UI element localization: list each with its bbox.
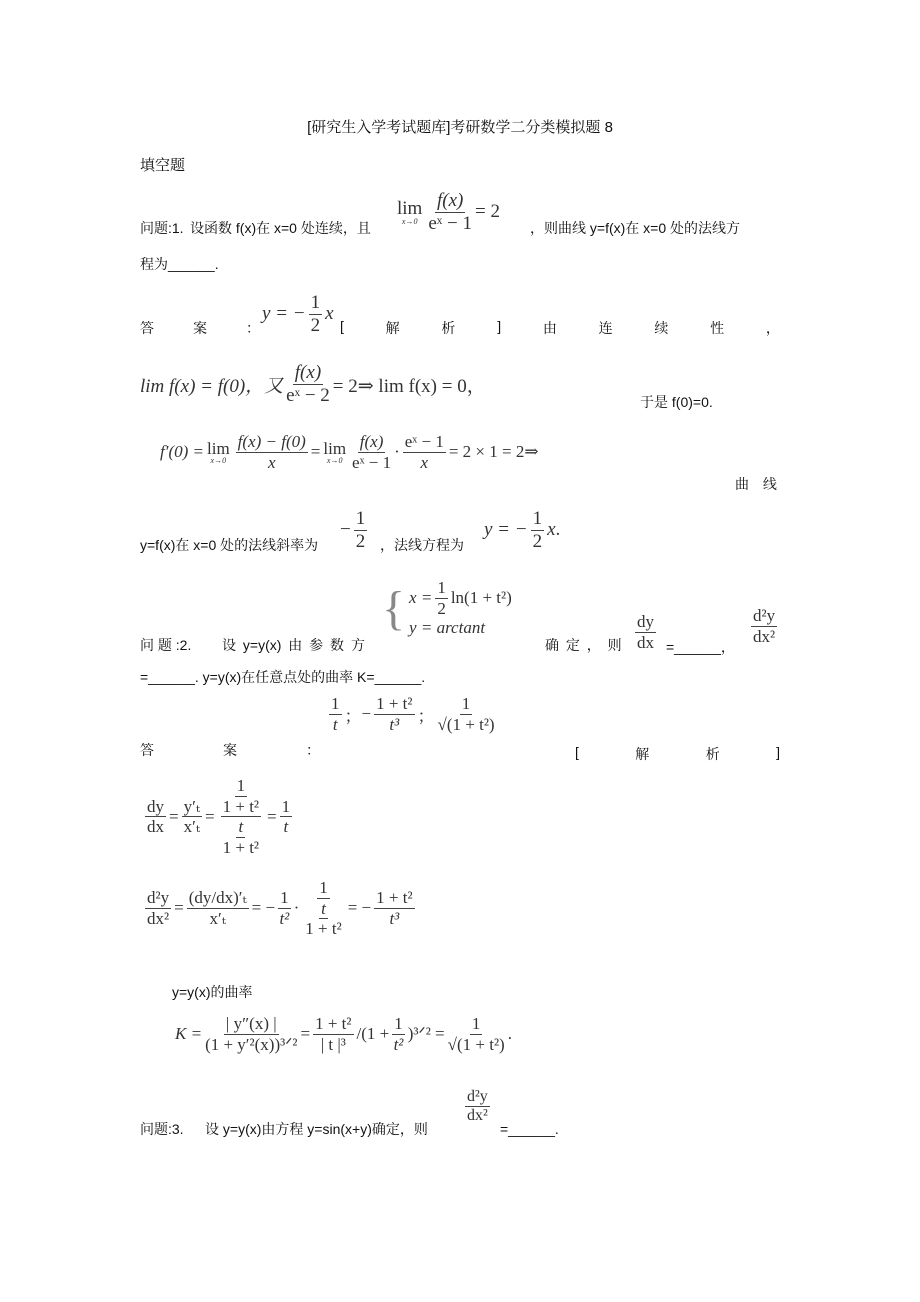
analysis-text-4: ，法线方程为: [380, 537, 464, 553]
curvature-label: y=y(x)的曲率: [172, 984, 253, 1000]
analysis-formula-1: lim f(x) = f(0)，又 $\frac{f(x)}{\text{eˣ − 2}}$ = 2⇒ lim f(x) = 0，: [140, 362, 486, 406]
q2-line-2: =______. y=y(x)在任意点处的曲率 K=______.: [140, 669, 426, 685]
analysis-formula-2: f′(0) = lim x→0 $\frac{f(x) - f(0)}{x}$ = lim x→0 f(x) eˣ − 1 · $\frac{\text{eˣ − 1}}{x}$ = 2 × 1 = 2⇒: [160, 432, 539, 472]
d2y-dx2: d²y dx²: [753, 606, 776, 646]
analysis-text-2: 曲 线: [735, 476, 777, 492]
analysis-line: [ 解 析 ] 由 连 续 性 ，: [340, 318, 780, 336]
q3-label: 问题:3.: [140, 1121, 184, 1137]
dy-dx: dy dx: [637, 612, 654, 652]
doc-title: [研究生入学考试题库]考研数学二分类模拟题 8: [307, 119, 613, 136]
section-heading: 填空题: [140, 157, 186, 174]
answer-1-formula: y = − $\frac{1}{2}$ x: [262, 292, 334, 336]
q1-text-b: ，则曲线 y=f(x)在 x=0 处的法线方: [530, 220, 741, 236]
analysis-line-2: [ 解 析 ]: [575, 744, 780, 762]
q2-blank-1: =______，: [666, 639, 735, 655]
d2y-derivation: d²y dx² = (dy/dx)′ₜ x′ₜ = − 1 t² · 1 t 1 + t² = − 1 + t² t³: [147, 878, 413, 939]
q1-text-c: 程为______.: [140, 256, 219, 272]
q1-label: 问题:1.: [140, 220, 184, 236]
answer-label: 答 案 ：: [140, 320, 260, 336]
answer-2-formula: 1 t ； − $\frac{\text{1 + t²}}{\text{t³}}$ ； 1 √(1 + t²): [331, 694, 495, 734]
q2-text-a: 设 y=y(x) 由 参 数 方: [222, 637, 365, 653]
analysis-text-3: y=f(x)在 x=0 处的法线斜率为: [140, 537, 319, 553]
q3-d2y-dx2: d²y dx²: [467, 1088, 488, 1125]
dy-dx-derivation: dy dx = y′ₜ x′ₜ = 1 1 + t² t 1 + t² = 1 t: [147, 776, 291, 857]
q3-blank: =______.: [500, 1121, 559, 1137]
normal-line-formula: y = − $\frac{1}{2}$ x .: [484, 508, 561, 552]
q3-text: 设 y=y(x)由方程 y=sin(x+y)确定，则: [205, 1121, 428, 1137]
q1-condition-formula: lim x→0 $\frac{f(x)}{\text{eˣ − 1}}$ = 2: [397, 190, 500, 234]
parametric-system: { x = $\frac{1}{2}$ ln(1 + t²) y = arctant: [382, 578, 512, 638]
q1-text-a: 设函数 f(x)在 x=0 处连续，且: [190, 220, 371, 236]
slope-formula: − $\frac{1}{2}$: [340, 508, 366, 552]
answer-label-2: 答 案 ：: [140, 742, 320, 758]
analysis-text-1: 于是 f(0)=0.: [640, 394, 713, 410]
q2-text-b: 确 定 ， 则: [545, 637, 622, 653]
curvature-formula: K = | y″(x) | (1 + y′²(x))³ᐟ² = 1 + t² | t |³ /(1 + $\frac{1}{\text{t²}}$ )³ᐟ² = $\frac{1}{\text{√(1 + t²)}}$ .: [175, 1014, 512, 1054]
q2-label: 问 题 :2.: [140, 637, 192, 653]
